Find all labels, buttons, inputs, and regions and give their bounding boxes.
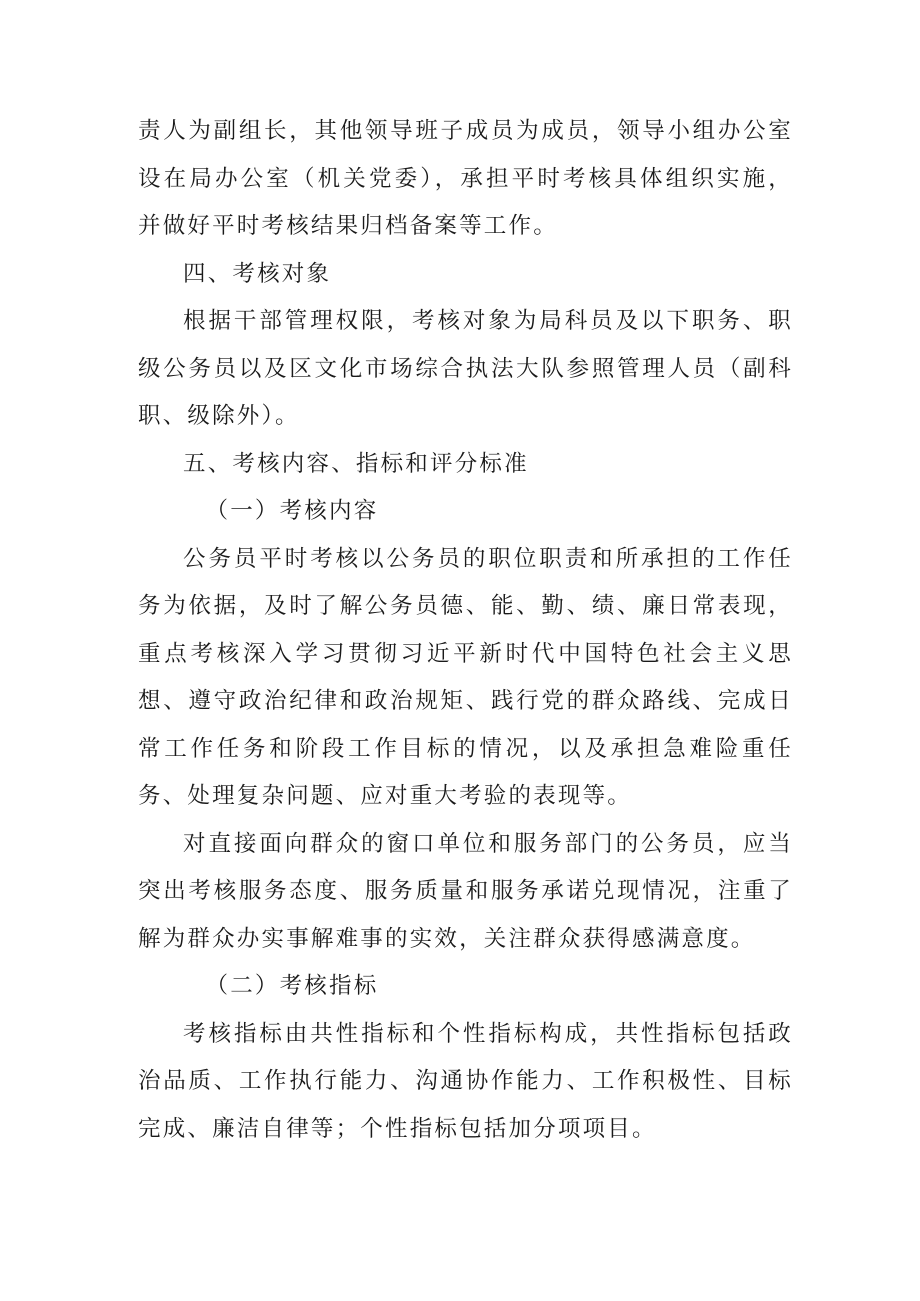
paragraph-indicators: 考核指标由共性指标和个性指标构成，共性指标包括政治品质、工作执行能力、沟通协作能力、工作积极性、目标完成、廉洁自律等；个性指标包括加分项项目。 xyxy=(138,1020,793,1142)
paragraph-window-units: 对直接面向群众的窗口单位和服务部门的公务员，应当突出考核服务态度、服务质量和服务承诺兑现情况，注重了解为群众办实事解难事的实效，关注群众获得感满意度。 xyxy=(138,830,793,952)
document-body xyxy=(138,108,793,1153)
paragraph-assessment-scope: 根据干部管理权限，考核对象为局科员及以下职务、职级公务员以及区文化市场综合执法大队参照管理人员（副科职、级除外）。 xyxy=(138,308,793,429)
subsection-heading-content: （一）考核内容 xyxy=(205,498,379,524)
paragraph-leadership-continuation: 责人为副组长，其他领导班子成员为成员，领导小组办公室设在局办公室（机关党委），承担平时考核具体组织实施，并做好平时考核结果归档备案等工作。 xyxy=(138,118,793,239)
section-heading-content-indicators: 五、考核内容、指标和评分标准 xyxy=(183,450,529,477)
section-heading-assessment-targets: 四、考核对象 xyxy=(183,260,332,287)
paragraph-assessment-content: 公务员平时考核以公务员的职位职责和所承担的工作任务为依据，及时了解公务员德、能、勤、绩、廉日常表现，重点考核深入学习贯彻习近平新时代中国特色社会主义思想、遵守政治纪律和政治规矩、践行党的群众路线、完成日常工作任务和阶段工作目标的情况，以及承担急难险重任务、处理复杂问题、应对重大考验的表现等。 xyxy=(138,545,793,809)
subsection-heading-indicators: （二）考核指标 xyxy=(205,973,379,999)
